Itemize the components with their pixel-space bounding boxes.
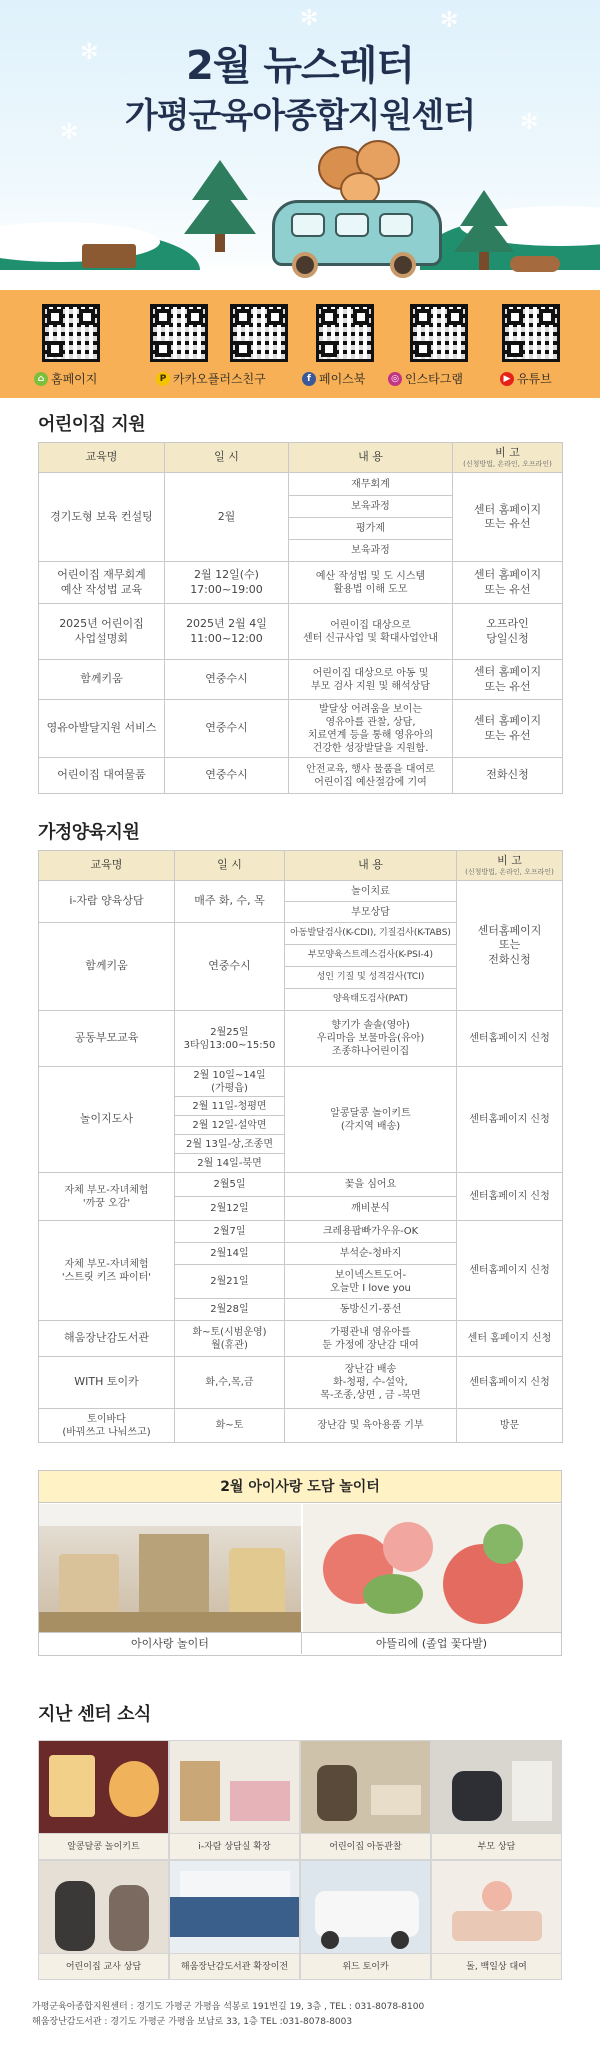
kakao-icon: P bbox=[156, 372, 170, 386]
tree-icon bbox=[454, 212, 514, 252]
family-table: 교육명 일 시 내 용 비 고 (신청방법, 온라인, 오프라인) i-자람 양육상담 매주 화, 수, 목 놀이치료 센터홈페이지 또는 전화신청 부모상담 함께키움 연중수시 아동발달검사(K-CDI), 기질검사(K-TABS) 부모양육스트레스검사(K-PSI-4) 성인 기질 및 성격검사(TCI) 양육태도검사(PAT) 공동부모교육 2월25일 3타임13:00~15:50 향기가 솔솔(영아) 우리마음 보물마음(유아) 조종하나어린이집 센터홈페이지 신청 놀이지도사 2월 10일~14일 (가평읍) 알콩달콩 놀이키트 (각지역 배송) 센터홈페이지 신청 2월 11일-청평면 2월 12일-설악면 2월 13일-상,조종면 2월 14일-북면 자체 부모-자녀체험 '까꿍 오감' 2월5일 꽃을 심어요 센터홈페이지 신청 2월12일 깨비분식 자체 부모-자녀체험 '스트릿 키즈 파이터' 2월7일 크레용팝빠가우유-OK 센터홈페이지 신청 2월14일 부석순-청바지 2월21일 보이넥스트도어- 오늘만 I love you 2월28일 동방신기-풍선 해움장난감도서관 화~토(시범운영) 월(휴관) 가평관내 영유아를 둔 가정에 장난감 대여 센터 홈페이지 신청 WITH 토이카 화,수,목,금 장난감 배송 화-청평, 수-설악, 목-조종,상면 , 금 -북면 센터홈페이지 신청 토이바다 (바꿔쓰고 나눠쓰고) 화~토 장난감 및 육아용품 기부 방문 bbox=[38, 850, 563, 1443]
link-instagram[interactable]: ◎ 인스타그램 bbox=[388, 370, 463, 387]
link-youtube[interactable]: ▶ 유튜브 bbox=[500, 370, 552, 387]
newsletter-title: 2월 뉴스레터 bbox=[186, 43, 414, 89]
news-item: 해움장난감도서관 확장이전 bbox=[169, 1860, 300, 1980]
table-row: 놀이지도사 2월 10일~14일 (가평읍) 알콩달콩 놀이키트 (각지역 배송) 센터홈페이지 신청 bbox=[39, 1067, 563, 1097]
news-item: 어린이집 교사 상담 bbox=[38, 1860, 169, 1980]
wheel-icon bbox=[390, 252, 416, 278]
table-row: 어린이집 재무회계 예산 작성법 교육 2월 12일(수) 17:00~19:00 예산 작성법 및 도 시스템 활용법 이해 도모 센터 홈페이지 또는 유선 bbox=[39, 562, 563, 604]
wheel-icon bbox=[292, 252, 318, 278]
atelier-caption: 아뜰리에 (졸업 꽃다발) bbox=[301, 1632, 561, 1654]
log-icon bbox=[510, 256, 560, 272]
tree-trunk bbox=[215, 234, 225, 252]
table-row: 자체 부모-자녀체험 '스트릿 키즈 파이터' 2월7일 크레용팝빠가우유-OK 센터홈페이지 신청 bbox=[39, 1221, 563, 1243]
instagram-icon: ◎ bbox=[388, 372, 402, 386]
table-row: WITH 토이카 화,수,목,금 장난감 배송 화-청평, 수-설악, 목-조종,상면 , 금 -북면 센터홈페이지 신청 bbox=[39, 1357, 563, 1409]
social-links-band bbox=[0, 290, 600, 398]
facebook-icon: f bbox=[302, 372, 316, 386]
atelier-photo bbox=[303, 1504, 561, 1632]
footer-toylibrary-address: 해움장난감도서관 : 경기도 가평군 가평읍 보납로 33, 1층 TEL :031-8078-8003 bbox=[32, 2017, 353, 2028]
qr-code-homepage[interactable] bbox=[42, 304, 100, 362]
table-row: 함께키움 연중수시 어린이집 대상으로 아동 및 부모 검사 지원 및 해석상담 센터 홈페이지 또는 유선 bbox=[39, 660, 563, 700]
news-item: i-자람 상담실 확장 bbox=[169, 1740, 300, 1860]
snowflake-icon: ✻ bbox=[60, 120, 79, 145]
footer-center-address: 가평군육아종합지원센터 : 경기도 가평군 가평읍 석봉로 191번길 19, 3층 , TEL : 031-8078-8100 bbox=[32, 2002, 425, 2012]
hero-banner bbox=[0, 0, 600, 290]
bench-icon bbox=[82, 244, 136, 268]
table-row: 함께키움 연중수시 아동발달검사(K-CDI), 기질검사(K-TABS) bbox=[39, 923, 563, 945]
playground-photo bbox=[39, 1504, 301, 1632]
qr-code-instagram[interactable] bbox=[410, 304, 468, 362]
qr-code-kakao[interactable] bbox=[150, 304, 208, 362]
table-row: 해움장난감도서관 화~토(시범운영) 월(휴관) 가평관내 영유아를 둔 가정에 장난감 대여 센터 홈페이지 신청 bbox=[39, 1321, 563, 1357]
section-title-daycare: 어린이집 지원 bbox=[38, 414, 146, 435]
home-icon: ⌂ bbox=[34, 372, 48, 386]
footer bbox=[32, 2000, 424, 2031]
news-item: 알콩달콩 놀이키트 bbox=[38, 1740, 169, 1860]
table-row: 2025년 어린이집 사업설명회 2025년 2월 4일 11:00~12:00 어린이집 대상으로 센터 신규사업 및 확대사업안내 오프라인 당일신청 bbox=[39, 604, 563, 660]
link-homepage[interactable]: ⌂ 홈페이지 bbox=[34, 370, 97, 387]
link-facebook[interactable]: f 페이스북 bbox=[302, 370, 365, 387]
section-title-news: 지난 센터 소식 bbox=[38, 1704, 151, 1725]
table-row: 공동부모교육 2월25일 3타임13:00~15:50 향기가 솔솔(영아) 우리마음 보물마음(유아) 조종하나어린이집 센터홈페이지 신청 bbox=[39, 1011, 563, 1067]
table-row: i-자람 양육상담 매주 화, 수, 목 놀이치료 센터홈페이지 또는 전화신청 bbox=[39, 881, 563, 902]
playground-caption: 아이사랑 놀이터 bbox=[39, 1632, 301, 1654]
section-title-family: 가정양육지원 bbox=[38, 822, 140, 843]
snowflake-icon: ✻ bbox=[80, 40, 99, 65]
qr-code-facebook[interactable] bbox=[230, 304, 288, 362]
table-row: 자체 부모-자녀체험 '까꿍 오감' 2월5일 꽃을 심어요 센터홈페이지 신청 bbox=[39, 1173, 563, 1197]
table-row: 경기도형 보육 컨설팅 2월 재무회계 센터 홈페이지 또는 유선 bbox=[39, 473, 563, 496]
table-row: 토이바다 (바꿔쓰고 나눠쓰고) 화~토 장난감 및 육아용품 기부 방문 bbox=[39, 1409, 563, 1443]
snowflake-icon: ✻ bbox=[440, 8, 459, 33]
tree-trunk bbox=[479, 252, 489, 270]
news-item: 어린이집 아동관찰 bbox=[300, 1740, 431, 1860]
qr-code-youtube[interactable] bbox=[502, 304, 560, 362]
table-header: 교육명 일 시 내 용 비 고 (신청방법, 온라인, 오프라인) bbox=[39, 443, 563, 473]
center-name: 가평군육아종합지원센터 bbox=[124, 96, 476, 136]
playground-box bbox=[38, 1470, 562, 1656]
youtube-icon: ▶ bbox=[500, 372, 514, 386]
table-header: 교육명 일 시 내 용 비 고 (신청방법, 온라인, 오프라인) bbox=[39, 851, 563, 881]
table-row: 어린이집 대여물품 연중수시 안전교육, 행사 물품을 대여로 어린이집 예산절감에 기여 전화신청 bbox=[39, 758, 563, 794]
daycare-table: 교육명 일 시 내 용 비 고 (신청방법, 온라인, 오프라인) 경기도형 보육 컨설팅 2월 재무회계 센터 홈페이지 또는 유선 보육과정 평가제 보육과정 어린이집 재무회계 예산 작성법 교육 2월 12일(수) 17:00~19:00 예산 작성법 및 도 시스템 활용법 이해 도모 센터 홈페이지 또는 유선 2025년 어린이집 사업설명회 2025년 2월 4일 11:00~12:00 어린이집 대상으로 센터 신규사업 및 확대사업안내 오프라인 당일신청 함께키움 연중수시 어린이집 대상으로 아동 및 부모 검사 지원 및 해석상담 센터 홈페이지 또는 유선 영유아발달지원 서비스 연중수시 발달상 어려움을 보이는 영유아를 관찰, 상담, 치료연계 등을 통해 영유아의 건강한 성장발달을 지원함. 센터 홈페이지 또는 유선 어린이집 대여물품 연중수시 안전교육, 행사 물품을 대여로 어린이집 예산절감에 기여 전화신청 bbox=[38, 442, 563, 794]
link-kakao[interactable]: P 카카오플러스친구 bbox=[156, 370, 266, 387]
snowflake-icon: ✻ bbox=[300, 6, 319, 31]
table-row: 영유아발달지원 서비스 연중수시 발달상 어려움을 보이는 영유아를 관찰, 상담, 치료연계 등을 통해 영유아의 건강한 성장발달을 지원함. 센터 홈페이지 또는 유선 bbox=[39, 700, 563, 758]
qr-code-facebook[interactable] bbox=[316, 304, 374, 362]
news-item: 위드 토이카 bbox=[300, 1860, 431, 1980]
tree-icon bbox=[184, 186, 256, 234]
playground-title: 2월 아이사랑 도담 놀이터 bbox=[39, 1471, 561, 1503]
news-item: 돌, 백일상 대여 bbox=[431, 1860, 562, 1980]
snowflake-icon: ✻ bbox=[520, 110, 539, 135]
news-item: 부모 상담 bbox=[431, 1740, 562, 1860]
